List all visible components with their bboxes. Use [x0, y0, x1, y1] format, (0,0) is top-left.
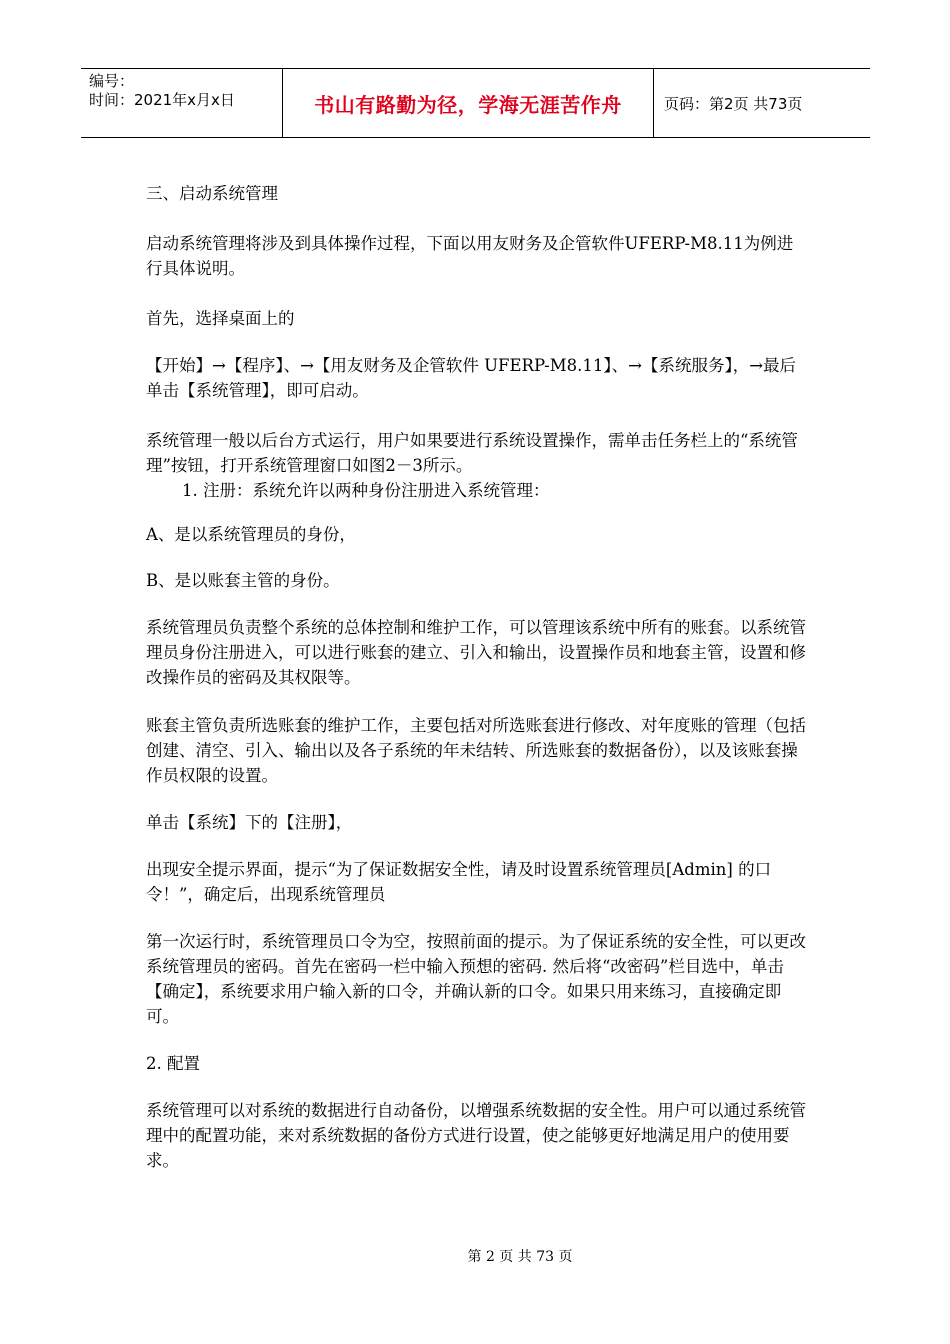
paragraph: 第一次运行时，系统管理员口令为空，按照前面的提示。为了保证系统的安全性，可以更改系统管理员的密码。首先在密码一栏中输入预想的密码. 然后将“改密码”栏目选中，单击【确定】，系统要求用户输入新的口令，并确认新的口令。如果只用来练习，直接确定即可。	[146, 932, 806, 1026]
paragraph: 【开始】→【程序】、→【用友财务及企管软件 UFERP-M8.11】、→【系统服务】，→最后单击【系统管理】，即可启动。	[146, 356, 797, 400]
document-time-label: 时间：2021年x月x日	[89, 91, 235, 109]
paragraph: 系统管理员负责整个系统的总体控制和维护工作，可以管理该系统中所有的账套。以系统管理员身份注册进入，可以进行账套的建立、引入和输出，设置操作员和地套主管，设置和修改操作员的密码及其权限等。	[146, 618, 806, 687]
document-number-label: 编号：	[89, 72, 135, 90]
document-body	[146, 181, 806, 1173]
paragraph: 单击【系统】下的【注册】，	[146, 813, 353, 832]
paragraph: A、是以系统管理员的身份，	[146, 525, 356, 544]
paragraph: 系统管理可以对系统的数据进行自动备份，以增强系统数据的安全性。用户可以通过系统管理中的配置功能，来对系统数据的备份方式进行设置，使之能够更好地满足用户的使用要求。	[146, 1101, 806, 1170]
header-meta-cell	[81, 69, 283, 137]
paragraph: 账套主管负责所选账套的维护工作，主要包括对所选账套进行修改、对年度账的管理（包括创建、清空、引入、输出以及各子系统的年未结转、所选账套的数据备份），以及该账套操作员权限的设置。	[146, 716, 806, 785]
page-footer: 第 2 页 共 73 页	[467, 1249, 573, 1265]
header-page-info: 页码：第2页 共73页	[664, 94, 803, 113]
page-header	[81, 68, 870, 138]
paragraph: 出现安全提示界面，提示“为了保证数据安全性，请及时设置系统管理员[Admin] 的口令！”，确定后，出现系统管理员	[146, 860, 772, 904]
paragraph: 启动系统管理将涉及到具体操作过程，下面以用友财务及企管软件UFERP-M8.11为例进行具体说明。	[146, 234, 794, 278]
header-motto: 书山有路勤为径，学海无涯苦作舟	[283, 69, 654, 137]
section-heading: 2. 配置	[146, 1054, 200, 1073]
paragraph: 系统管理一般以后台方式运行，用户如果要进行系统设置操作，需单击任务栏上的“系统管理”按钮，打开系统管理窗口如图2－3所示。	[146, 431, 798, 475]
section-heading: 三、启动系统管理	[146, 184, 278, 203]
numbered-item: 1. 注册：系统允许以两种身份注册进入系统管理：	[182, 481, 550, 500]
paragraph: B、是以账套主管的身份。	[146, 571, 340, 590]
paragraph: 首先，选择桌面上的	[146, 309, 295, 328]
